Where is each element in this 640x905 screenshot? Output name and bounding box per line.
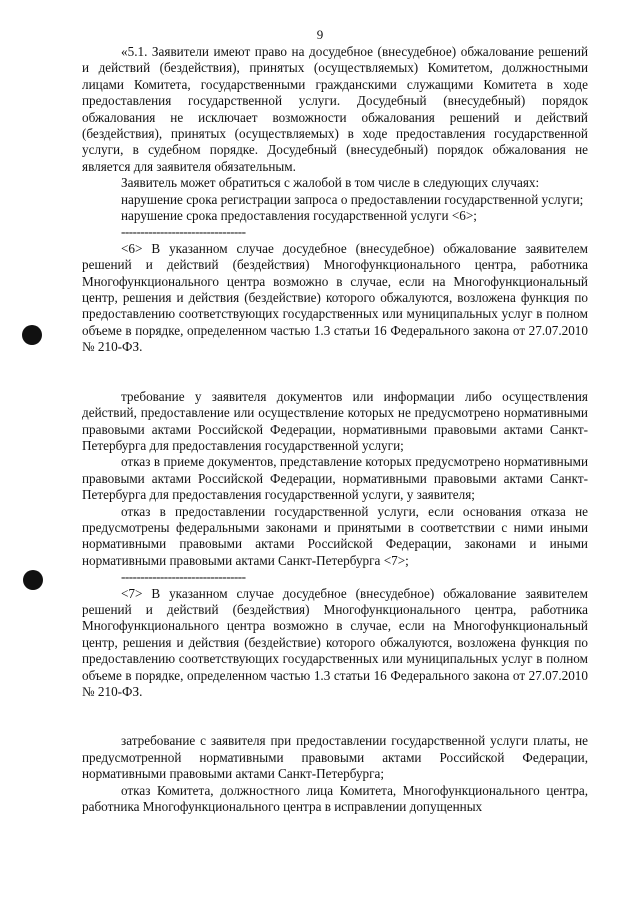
- footnote-6: <6> В указанном случае досудебное (внесудебное) обжалование заявителем решений и действий (бездействия) Многофункционального центра, работника Многофункционального центра возможно в случае, если на Многофункциональный центр, решения и действия (бездействие) которого обжалуются, возложена функция по предоставлению соответствующих государственных или муниципальных услуг в полном объеме в порядке, определенном частью 1.3 статьи 16 Федерального закона от 27.07.2010 № 210-ФЗ.: [82, 240, 588, 355]
- paragraph: затребование с заявителя при предоставлении государственной услуги платы, не предусмотренной нормативными правовыми актами Российской Федерации, нормативными правовыми актами Санкт-Петербурга;: [82, 733, 588, 782]
- paragraph: отказ в предоставлении государственной услуги, если основания отказа не предусмотрены федеральными законами и принятыми в соответствии с ними иными нормативными правовыми актами Российской Федерации, законами и иными нормативными правовыми актами Санкт-Петербурга <7>;: [82, 503, 588, 568]
- paragraph: «5.1. Заявители имеют право на досудебное (внесудебное) обжалование решений и действий (бездействия), принятых (осуществляемых) Комитетом, должностными лицами Комитета, государственными гражданскими служащими Комитета в ходе предоставления государственной услуги. Досудебный (внесудебный) порядок обжалования не исключает возможности обжалования решений и действий (бездействия), принятых (осуществляемых) в ходе предоставления государственной услуги, в судебном порядке. Досудебный (внесудебный) порядок обжалования не является для заявителя обязательным.: [82, 44, 588, 174]
- paragraph: отказ в приеме документов, представление которых предусмотрено нормативными правовыми актами Российской Федерации, нормативными правовыми актами Санкт-Петербурга для предоставления государственной услуги, у заявителя;: [82, 454, 588, 503]
- spacer: [82, 356, 588, 389]
- paragraph: Заявитель может обратиться с жалобой в том числе в следующих случаях:: [121, 175, 540, 191]
- paragraph: нарушение срока регистрации запроса о предоставлении государственной услуги;: [121, 191, 584, 207]
- footnote-separator: --------------------------------: [121, 224, 246, 240]
- footnote-separator: --------------------------------: [121, 569, 246, 585]
- paragraph: отказ Комитета, должностного лица Комитета, Многофункционального центра, работника Многофункционального центра в исправлении допущенных: [82, 782, 588, 815]
- document-body: [82, 44, 588, 815]
- page-number: 9: [316, 27, 324, 42]
- footnote-7: <7> В указанном случае досудебное (внесудебное) обжалование заявителем решений и действий (бездействия) Многофункционального центра, работника Многофункционального центра возможно в случае, если на Многофункциональный центр, решения и действия (бездействие) которого обжалуются, возложена функция по предоставлению соответствующих государственных или муниципальных услуг в полном объеме в порядке, определенном частью 1.3 статьи 16 Федерального закона от 27.07.2010 № 210-ФЗ.: [82, 585, 588, 699]
- punch-hole-mark: [22, 325, 42, 345]
- paragraph: требование у заявителя документов или информации либо осуществления действий, предоставление или осуществление которых не предусмотрено нормативными правовыми актами Российской Федерации, нормативными правовыми актами Санкт-Петербурга для предоставления государственной услуги;: [82, 388, 588, 453]
- spacer: [82, 700, 588, 733]
- punch-hole-mark: [23, 570, 43, 590]
- paragraph: нарушение срока предоставления государственной услуги <6>;: [121, 208, 477, 224]
